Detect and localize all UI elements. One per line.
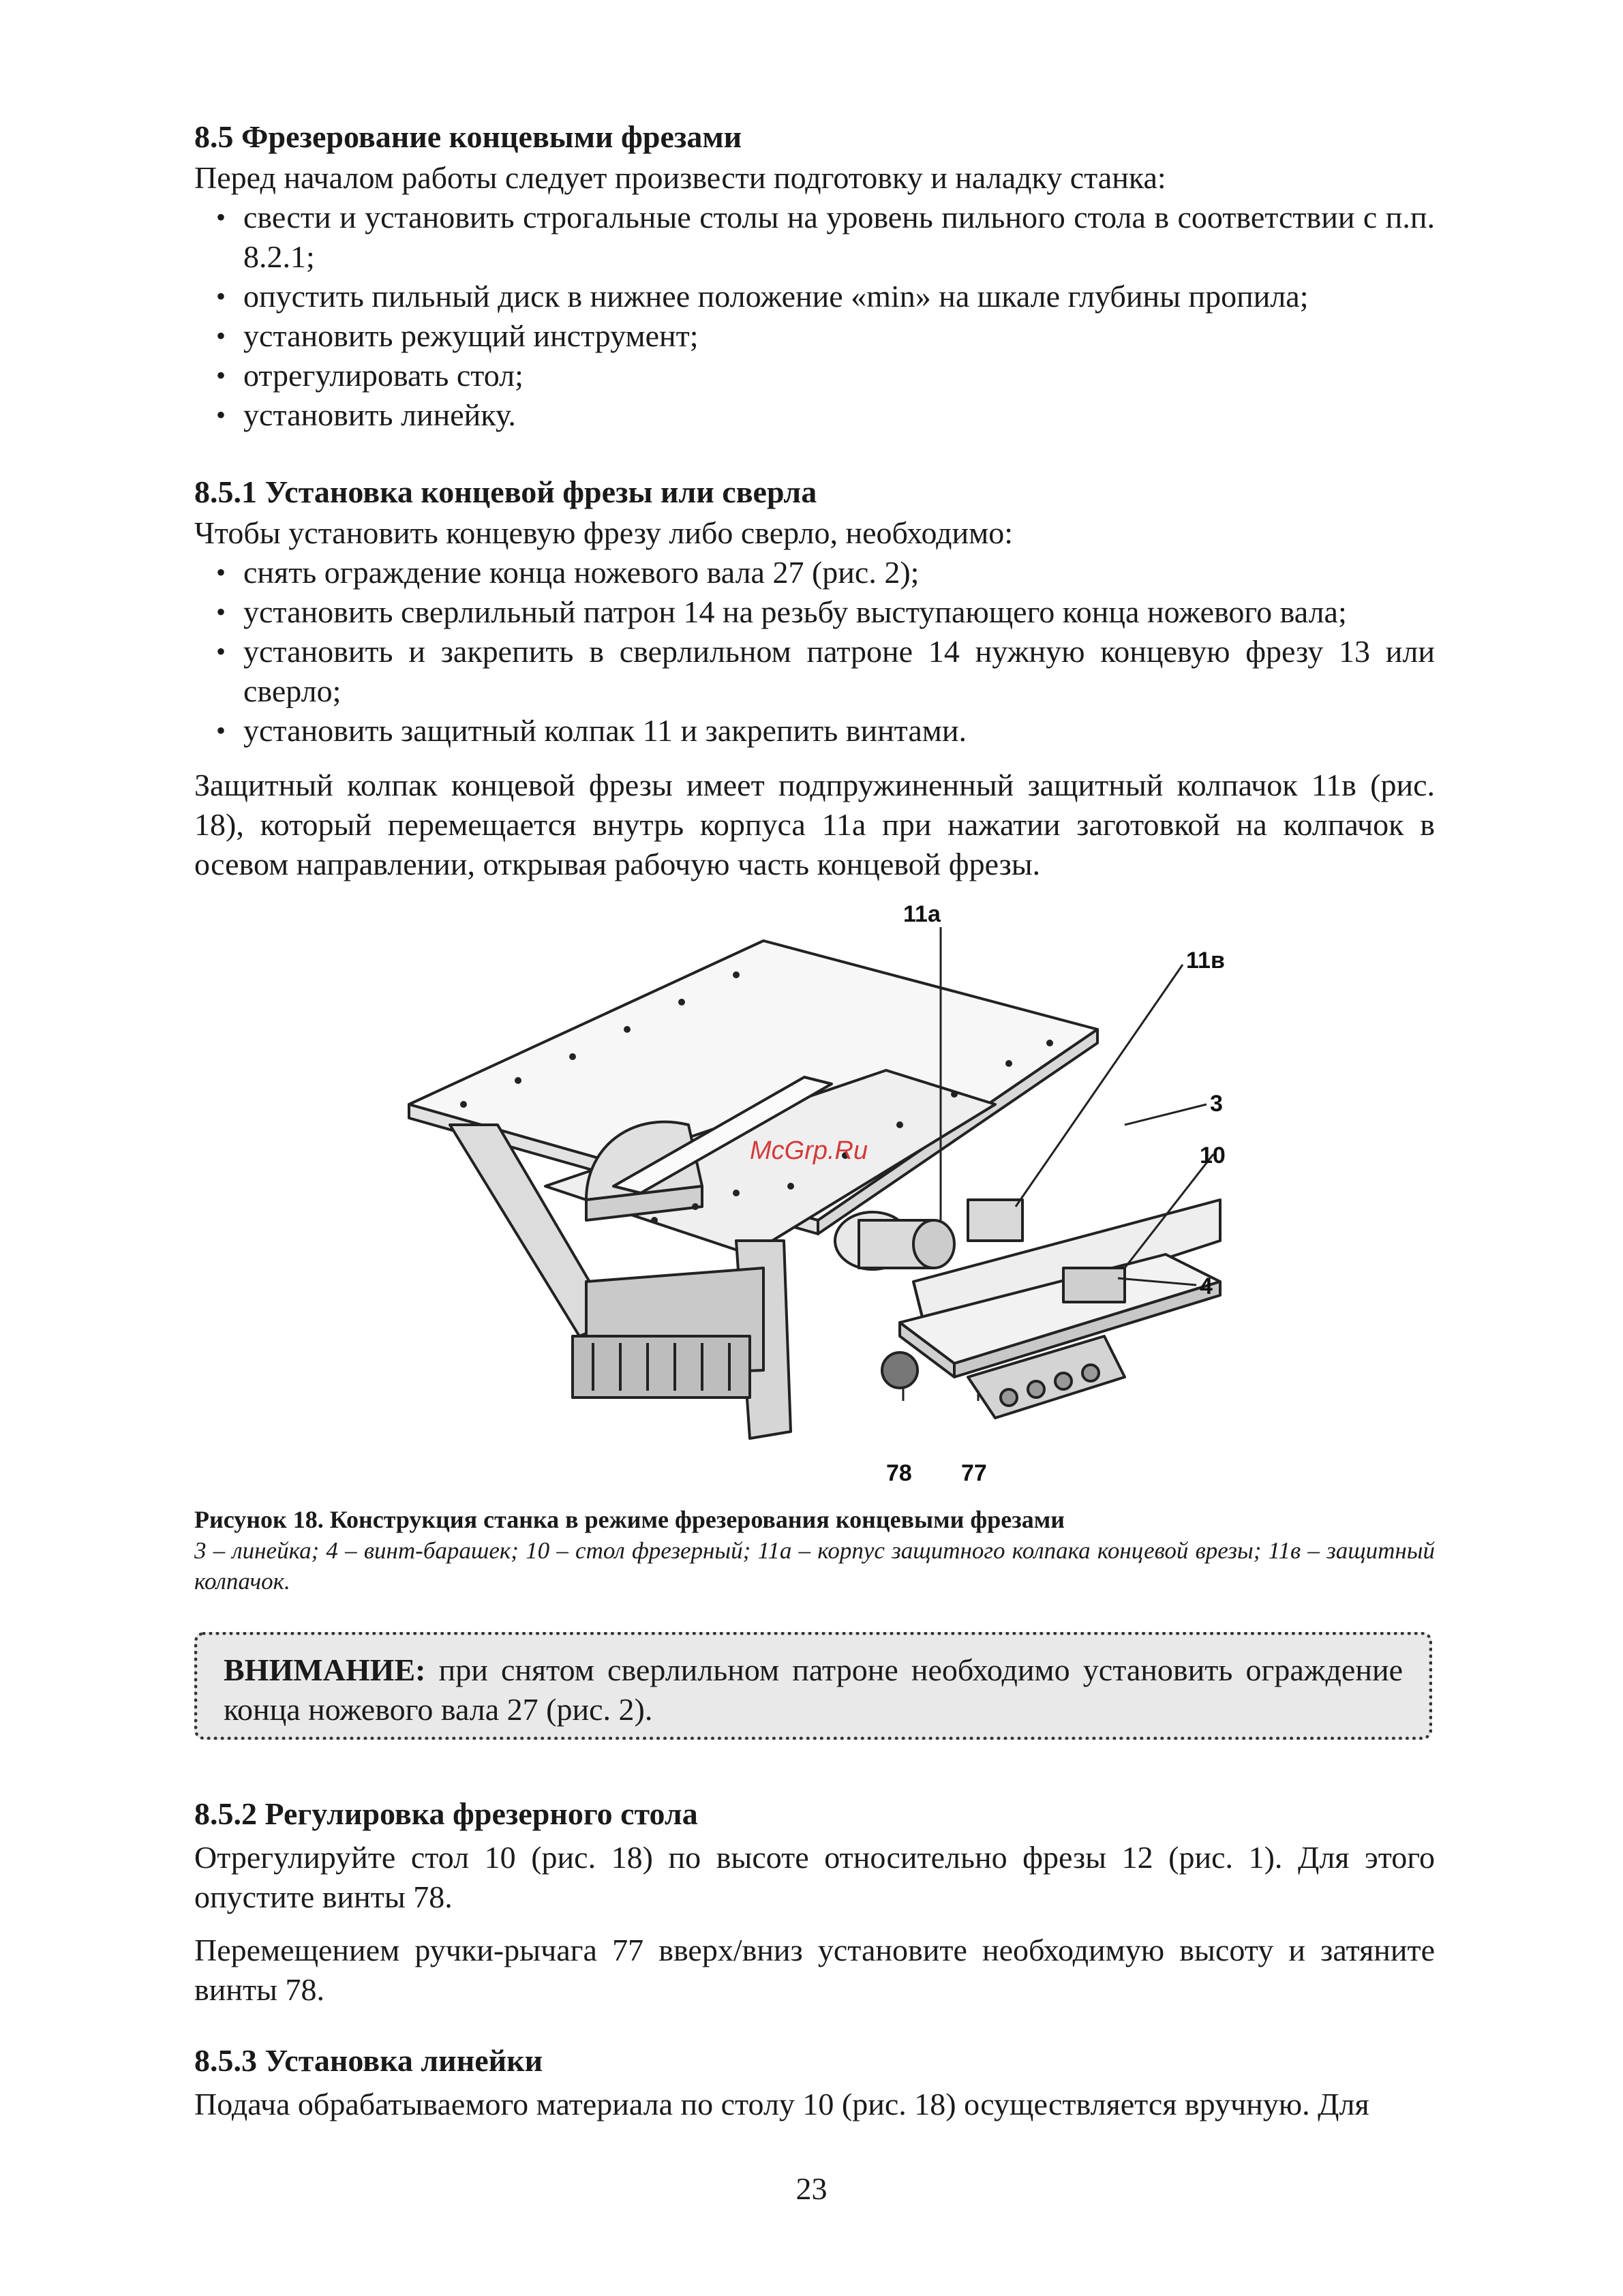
figure-18-machine-drawing xyxy=(382,900,1268,1486)
paragraph: Подача обрабатываемого материала по столу 10 (рис. 18) осуществляется вручную. Для xyxy=(194,2087,1369,2121)
section-8-5-1 xyxy=(194,472,1435,884)
paragraph: Перед началом работы следует произвести подготовку и наладку станка: xyxy=(194,160,1166,195)
paragraph: Перемещением ручки-рычага 77 вверх/вниз установите необходимую высоту и затяните винты 78. xyxy=(194,1933,1435,2007)
caption-text: 3 – линейка; 4 – винт-барашек; 10 – стол фрезерный; 11а – корпус защитного колпака концевой врезы; 11в – защитный колпачок. xyxy=(194,1537,1435,1595)
list-item: • установить режущий инструмент; xyxy=(194,316,1435,356)
paragraph: Отрегулируйте стол 10 (рис. 18) по высоте относительно фрезы 12 (рис. 1). Для этого опустите винты 78. xyxy=(194,1840,1435,1914)
list-item: • установить и закрепить в сверлильном патроне 14 нужную концевую фрезу 13 или сверло; xyxy=(194,632,1435,711)
list-item: • установить сверлильный патрон 14 на резьбу выступающего конца ножевого вала; xyxy=(194,592,1435,632)
section-8-5-3 xyxy=(194,2041,1435,2124)
bullet-list xyxy=(194,553,1435,751)
section-heading: 8.5.3 Установка линейки xyxy=(194,2043,543,2078)
figure-caption xyxy=(194,1504,1435,1597)
list-item: • установить линейку. xyxy=(194,395,1435,435)
warning-text xyxy=(224,1650,1403,1729)
figure-label-78: 78 xyxy=(886,1460,912,1486)
figure-label-77: 77 xyxy=(961,1460,987,1486)
figure-label-11a: 11а xyxy=(903,901,941,927)
paragraph: Защитный колпак концевой фрезы имеет подпружиненный защитный колпачок 11в (рис. 18), который перемещается внутрь корпуса 11а при нажатии заготовкой на колпачок в осевом направлении, открывая рабочую часть концевой фрезы. xyxy=(194,768,1435,881)
caption-title: Рисунок 18. Конструкция станка в режиме фрезерования концевыми фрезами xyxy=(194,1506,1065,1533)
list-item: • свести и установить строгальные столы на уровень пильного стола в соответствии с п.п. 8.2.1; xyxy=(194,198,1435,277)
figure-label-4: 4 xyxy=(1200,1273,1213,1299)
watermark: McGrp.Ru xyxy=(750,1136,868,1165)
figure-label-11v: 11в xyxy=(1186,948,1225,973)
list-item: • установить защитный колпак 11 и закрепить винтами. xyxy=(194,711,1435,751)
section-8-5 xyxy=(194,117,1435,435)
figure-label-3: 3 xyxy=(1210,1091,1223,1117)
list-item: • отрегулировать стол; xyxy=(194,356,1435,395)
list-item: • снять ограждение конца ножевого вала 27 (рис. 2); xyxy=(194,553,1435,592)
section-heading: 8.5.1 Установка концевой фрезы или сверла xyxy=(194,474,817,509)
warning-box xyxy=(194,1632,1432,1740)
warning-body: при снятом сверлильном патроне необходимо установить ограждение конца ножевого вала 27 (рис. 2). xyxy=(224,1652,1403,1727)
section-heading: 8.5.2 Регулировка фрезерного стола xyxy=(194,1796,698,1831)
figure-label-10: 10 xyxy=(1200,1143,1226,1168)
paragraph: Чтобы установить концевую фрезу либо сверло, необходимо: xyxy=(194,515,1014,550)
page-number: 23 xyxy=(795,2171,828,2206)
section-8-5-2 xyxy=(194,1794,1435,2010)
warning-label: ВНИМАНИЕ: xyxy=(224,1652,426,1687)
bullet-list xyxy=(194,198,1435,435)
section-heading: 8.5 Фрезерование концевыми фрезами xyxy=(194,119,742,154)
list-item: • опустить пильный диск в нижнее положение «min» на шкале глубины пропила; xyxy=(194,277,1435,316)
